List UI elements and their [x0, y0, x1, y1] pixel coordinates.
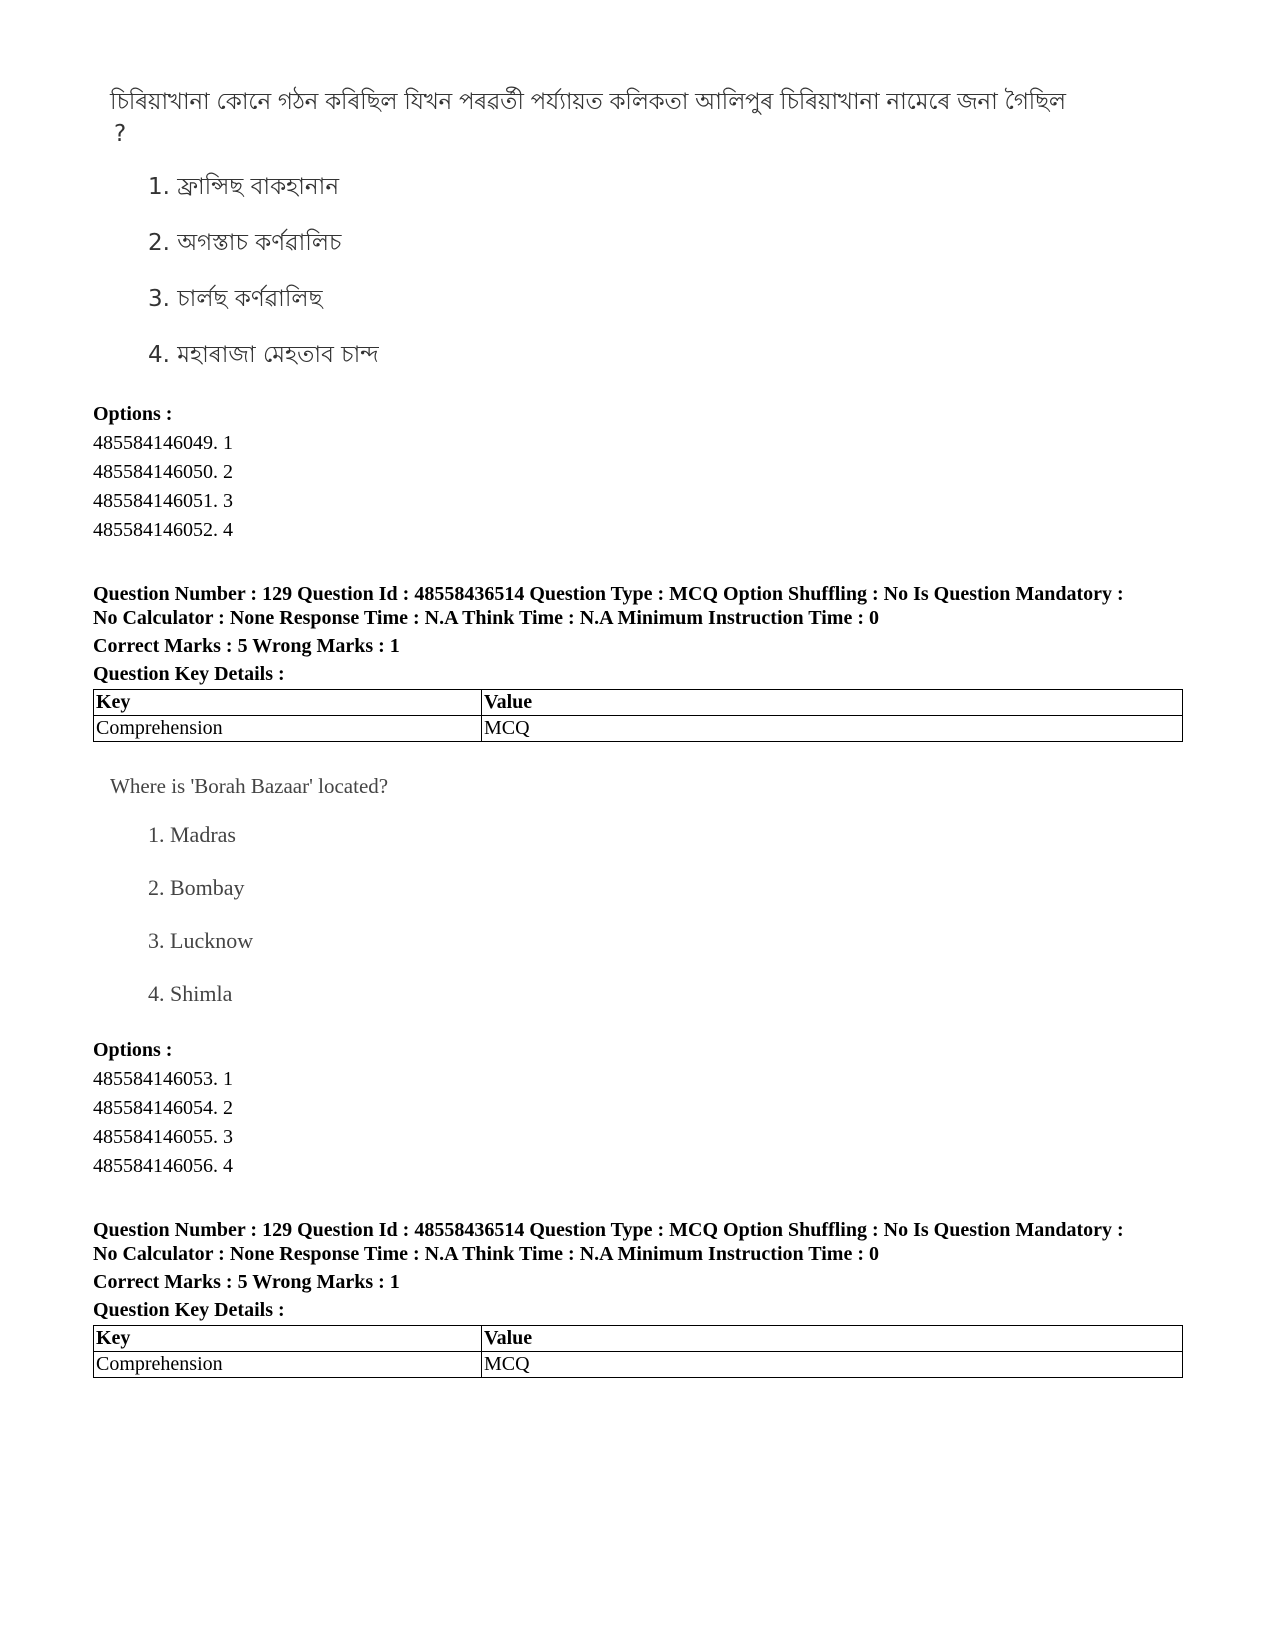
option-item: 485584146055. 3 [93, 1126, 233, 1148]
choice-item: 4. Shimla [148, 981, 233, 1006]
question-key-table [93, 689, 1183, 742]
marks-line: Correct Marks : 5 Wrong Marks : 1 [93, 1271, 400, 1293]
choice-item: 1. ফ্ৰান্সিছ বাকহানান [148, 174, 340, 200]
question-meta [93, 582, 1183, 686]
table-cell: MCQ [482, 716, 1183, 742]
choice-item: 2. অগস্তাচ কৰ্ণৱালিচ [148, 230, 342, 256]
marks-line: Correct Marks : 5 Wrong Marks : 1 [93, 635, 400, 657]
option-item: 485584146056. 4 [93, 1155, 233, 1177]
choice-item: 1. Madras [148, 822, 236, 847]
table-cell: Comprehension [94, 716, 482, 742]
key-details-label: Question Key Details : [93, 663, 285, 685]
question-meta [93, 1218, 1183, 1322]
choice-item: 4. মহাৰাজা মেহতাব চান্দ [148, 342, 379, 368]
choice-item: 3. Lucknow [148, 928, 254, 953]
table-header-cell: Key [94, 1326, 482, 1352]
table-row [94, 1352, 1183, 1378]
table-header-row [94, 690, 1183, 716]
choice-item: 2. Bombay [148, 875, 245, 900]
options-label: Options : [93, 1039, 173, 1061]
option-item: 485584146051. 3 [93, 490, 233, 512]
question-meta-line: No Calculator : None Response Time : N.A Think Time : N.A Minimum Instruction Time : 0 [93, 607, 879, 629]
table-header-row [94, 1326, 1183, 1352]
question-text-line: ? [114, 121, 126, 147]
question-text-line: Where is 'Borah Bazaar' located? [110, 774, 389, 798]
question-key-table [93, 1325, 1183, 1378]
option-item: 485584146049. 1 [93, 432, 233, 454]
table-cell: MCQ [482, 1352, 1183, 1378]
table-cell: Comprehension [94, 1352, 482, 1378]
options-section [93, 1038, 1183, 1181]
table-header-cell: Value [482, 690, 1183, 716]
question-meta-line: Question Number : 129 Question Id : 48558436514 Question Type : MCQ Option Shuffling : No Is Question Mandatory : [93, 1219, 1124, 1241]
key-details-label: Question Key Details : [93, 1299, 285, 1321]
table-header-cell: Value [482, 1326, 1183, 1352]
table-row [94, 716, 1183, 742]
options-label: Options : [93, 403, 173, 425]
choice-item: 3. চাৰ্লছ কৰ্ণৱালিছ [148, 286, 323, 312]
table-header-cell: Key [94, 690, 482, 716]
question-text-line: চিৰিয়াখানা কোনে গঠন কৰিছিল যিখন পৰৱৰ্তী পৰ্য্যায়ত কলিকতা আলিপুৰ চিৰিয়াখানা নামেৰে জনা গৈছিল [110, 89, 1066, 115]
question-image-assamese [110, 86, 1190, 376]
options-section [93, 402, 1183, 545]
option-item: 485584146054. 2 [93, 1097, 233, 1119]
question-meta-line: Question Number : 129 Question Id : 48558436514 Question Type : MCQ Option Shuffling : No Is Question Mandatory : [93, 583, 1124, 605]
question-image-english [110, 770, 710, 1010]
option-item: 485584146050. 2 [93, 461, 233, 483]
option-item: 485584146053. 1 [93, 1068, 233, 1090]
question-meta-line: No Calculator : None Response Time : N.A Think Time : N.A Minimum Instruction Time : 0 [93, 1243, 879, 1265]
option-item: 485584146052. 4 [93, 519, 233, 541]
